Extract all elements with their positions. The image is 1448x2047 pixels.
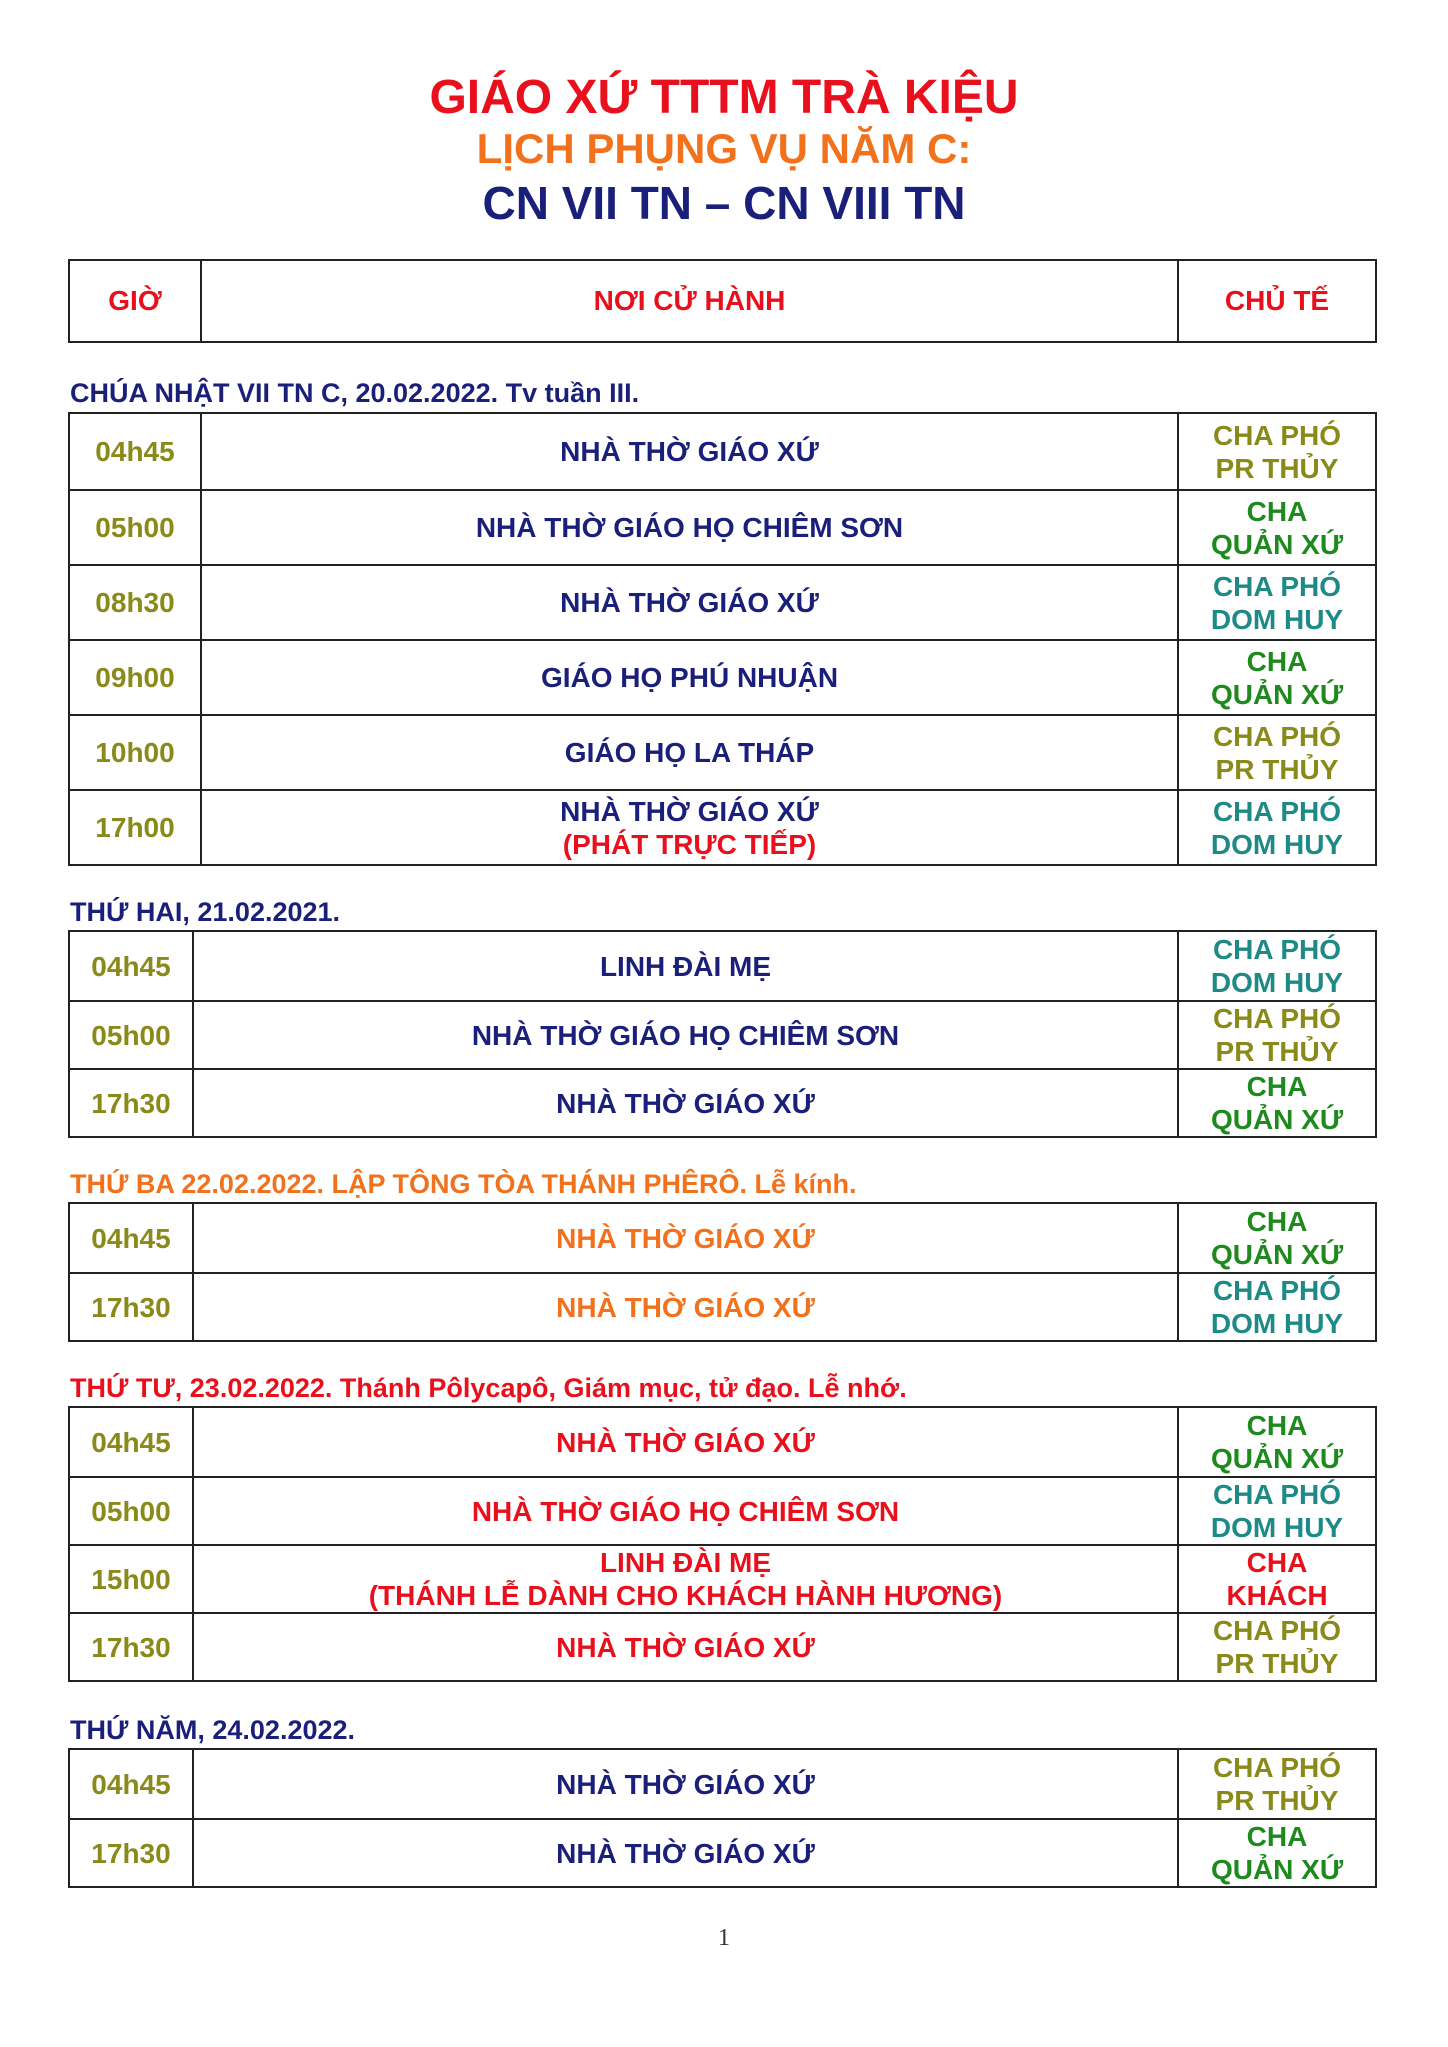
time-cell: 17h00 xyxy=(70,791,202,864)
celebrant-cell: CHA PHÓ PR THỦY xyxy=(1212,1615,1342,1679)
table-row xyxy=(70,1068,1375,1136)
day-heading-wednesday: THỨ TƯ, 23.02.2022. Thánh Pôlycapô, Giám mục, tử đạo. Lễ nhớ. xyxy=(70,1373,907,1403)
table-row xyxy=(70,714,1375,789)
celebrant-cell: CHA QUẢN XỨ xyxy=(1210,1821,1344,1885)
place-cell: NHÀ THỜ GIÁO XỨ xyxy=(202,566,1179,639)
time-cell: 04h45 xyxy=(70,1204,194,1272)
celebrant-cell: CHA PHÓ DOM HUY xyxy=(1210,1275,1344,1339)
table-row xyxy=(70,639,1375,714)
place-cell: NHÀ THỜ GIÁO XỨ xyxy=(194,1820,1179,1886)
schedule-subtitle: LỊCH PHỤNG VỤ NĂM C: xyxy=(476,125,972,172)
table-row xyxy=(70,1612,1375,1680)
time-cell: 05h00 xyxy=(70,1478,194,1544)
place-cell: NHÀ THỜ GIÁO XỨ xyxy=(194,1408,1179,1476)
time-cell: 17h30 xyxy=(70,1070,194,1136)
pilgrim-mass-note: (THÁNH LỄ DÀNH CHO KHÁCH HÀNH HƯƠNG) xyxy=(368,1580,1003,1611)
weeks-title: CN VII TN – CN VIII TN xyxy=(482,177,966,229)
time-cell: 10h00 xyxy=(70,716,202,789)
table-row xyxy=(70,1476,1375,1544)
time-cell: 04h45 xyxy=(70,414,202,489)
time-cell: 17h30 xyxy=(70,1274,194,1340)
table-row xyxy=(70,789,1375,864)
time-cell: 04h45 xyxy=(70,932,194,1000)
place-cell: LINH ĐÀI MẸ xyxy=(194,932,1179,1000)
celebrant-cell: CHA PHÓ PR THỦY xyxy=(1212,1003,1342,1067)
place-cell: NHÀ THỜ GIÁO XỨ xyxy=(194,1274,1179,1340)
place-cell: NHÀ THỜ GIÁO XỨ xyxy=(194,1204,1179,1272)
time-cell: 04h45 xyxy=(70,1750,194,1818)
day-heading-sunday: CHÚA NHẬT VII TN C, 20.02.2022. Tv tuần III. xyxy=(70,378,640,408)
table-row xyxy=(70,1272,1375,1340)
schedule-table-sunday xyxy=(68,412,1377,866)
table-row xyxy=(70,1750,1375,1818)
time-cell: 15h00 xyxy=(70,1546,194,1612)
time-cell: 05h00 xyxy=(70,1002,194,1068)
place-cell: NHÀ THỜ GIÁO XỨ xyxy=(194,1750,1179,1818)
place-column-header: NƠI CỬ HÀNH xyxy=(202,261,1179,341)
live-broadcast-note: (PHÁT TRỰC TIẾP) xyxy=(562,828,817,860)
time-cell: 05h00 xyxy=(70,491,202,564)
celebrant-cell: CHA QUẢN XỨ xyxy=(1210,1071,1344,1135)
day-heading-tuesday: THỨ BA 22.02.2022. LẬP TÔNG TÒA THÁNH PHÊRÔ. Lễ kính. xyxy=(70,1169,857,1199)
celebrant-column-header: CHỦ TẾ xyxy=(1224,285,1330,316)
table-row xyxy=(70,414,1375,489)
place-cell: NHÀ THỜ GIÁO XỨ xyxy=(194,1614,1179,1680)
celebrant-cell: CHA PHÓ PR THỦY xyxy=(1212,1752,1342,1816)
table-row xyxy=(70,932,1375,1000)
place-cell: LINH ĐÀI MẸ (THÁNH LỄ DÀNH CHO KHÁCH HÀNH HƯƠNG) xyxy=(194,1546,1179,1612)
time-cell: 09h00 xyxy=(70,641,202,714)
celebrant-cell: CHA PHÓ DOM HUY xyxy=(1210,795,1344,860)
time-column-header: GIỜ xyxy=(70,261,202,341)
table-row xyxy=(70,1000,1375,1068)
time-cell: 17h30 xyxy=(70,1820,194,1886)
celebrant-cell: CHA QUẢN XỨ xyxy=(1210,1206,1344,1270)
celebrant-cell: CHA QUẢN XỨ xyxy=(1210,495,1344,560)
place-cell: NHÀ THỜ GIÁO HỌ CHIÊM SƠN xyxy=(194,1002,1179,1068)
table-row xyxy=(70,1544,1375,1612)
table-row xyxy=(70,564,1375,639)
column-header-row xyxy=(68,259,1377,343)
place-cell: GIÁO HỌ PHÚ NHUẬN xyxy=(202,641,1179,714)
table-row xyxy=(70,1408,1375,1476)
day-heading-thursday: THỨ NĂM, 24.02.2022. xyxy=(70,1715,356,1745)
celebrant-cell: CHA PHÓ DOM HUY xyxy=(1210,570,1344,635)
time-cell: 04h45 xyxy=(70,1408,194,1476)
page-number: 1 xyxy=(718,1925,730,1951)
place-cell: GIÁO HỌ LA THÁP xyxy=(202,716,1179,789)
table-row xyxy=(70,1818,1375,1886)
schedule-table-thursday xyxy=(68,1748,1377,1888)
table-row xyxy=(70,489,1375,564)
time-cell: 17h30 xyxy=(70,1614,194,1680)
table-row xyxy=(70,1204,1375,1272)
place-cell: NHÀ THỜ GIÁO XỨ xyxy=(202,414,1179,489)
celebrant-cell: CHA QUẢN XỨ xyxy=(1210,1410,1344,1474)
celebrant-cell: CHA PHÓ DOM HUY xyxy=(1210,1479,1344,1543)
schedule-table-tuesday xyxy=(68,1202,1377,1342)
place-cell: NHÀ THỜ GIÁO XỨ (PHÁT TRỰC TIẾP) xyxy=(202,791,1179,864)
place-cell: NHÀ THỜ GIÁO HỌ CHIÊM SƠN xyxy=(194,1478,1179,1544)
parish-title: GIÁO XỨ TTTM TRÀ KIỆU xyxy=(429,71,1019,124)
place-cell: NHÀ THỜ GIÁO XỨ xyxy=(194,1070,1179,1136)
schedule-table-monday xyxy=(68,930,1377,1138)
place-cell: NHÀ THỜ GIÁO HỌ CHIÊM SƠN xyxy=(202,491,1179,564)
schedule-table-wednesday xyxy=(68,1406,1377,1682)
time-cell: 08h30 xyxy=(70,566,202,639)
celebrant-cell: CHA PHÓ PR THỦY xyxy=(1212,720,1342,785)
day-heading-monday: THỨ HAI, 21.02.2021. xyxy=(70,897,341,927)
celebrant-cell: CHA KHÁCH xyxy=(1226,1547,1328,1611)
celebrant-cell: CHA PHÓ PR THỦY xyxy=(1212,419,1342,484)
celebrant-cell: CHA PHÓ DOM HUY xyxy=(1210,934,1344,998)
celebrant-cell: CHA QUẢN XỨ xyxy=(1210,645,1344,710)
